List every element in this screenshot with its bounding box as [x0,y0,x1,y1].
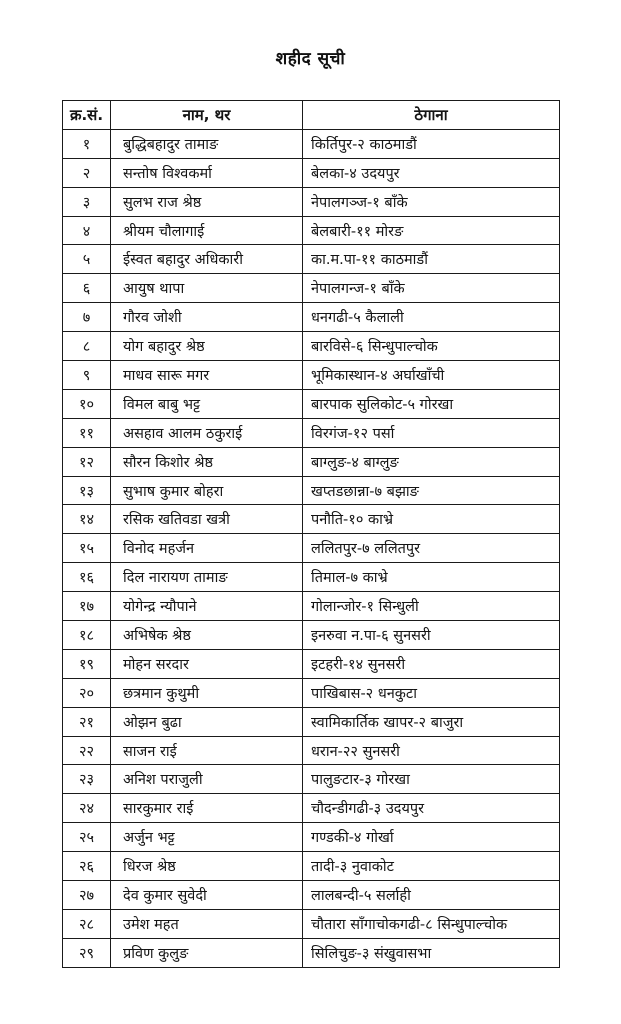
address-cell: बेलका-४ उदयपुर [303,158,560,187]
serial-number-cell: १२ [63,447,111,476]
name-cell: दिल नारायण तामाङ [111,563,303,592]
name-cell: माधव सारू मगर [111,361,303,390]
table-row [63,938,560,967]
serial-number-cell: २१ [63,707,111,736]
serial-number-cell: २३ [63,765,111,794]
address-cell: नेपालगञ्ज-१ बाँके [303,187,560,216]
header-row [63,101,560,130]
name-cell: योगेन्द्र न्यौपाने [111,592,303,621]
name-cell: बुद्धिबहादुर तामाङ [111,129,303,158]
header-name-surname: नाम, थर [111,101,303,130]
address-cell: गोलान्जोर-१ सिन्धुली [303,592,560,621]
serial-number-cell: १६ [63,563,111,592]
name-cell: छत्रमान कुथुमी [111,678,303,707]
table-row [63,129,560,158]
address-cell: पालुङटार-३ गोरखा [303,765,560,794]
table-row [63,245,560,274]
table-row [63,534,560,563]
table-row [63,765,560,794]
address-cell: धरान-२२ सुनसरी [303,736,560,765]
serial-number-cell: २ [63,158,111,187]
table-row [63,418,560,447]
serial-number-cell: १८ [63,621,111,650]
address-cell: भूमिकास्थान-४ अर्घाखाँची [303,361,560,390]
address-cell: धनगढी-५ कैलाली [303,303,560,332]
name-cell: ओझन बुढा [111,707,303,736]
name-cell: प्रविण कुलुङ [111,938,303,967]
serial-number-cell: ५ [63,245,111,274]
table-row [63,852,560,881]
serial-number-cell: ९ [63,361,111,390]
name-cell: सारकुमार राई [111,794,303,823]
name-cell: विनोद महर्जन [111,534,303,563]
table-row [63,158,560,187]
serial-number-cell: १ [63,129,111,158]
table-row [63,563,560,592]
table-row [63,736,560,765]
name-cell: ईस्वत बहादुर अधिकारी [111,245,303,274]
name-cell: गौरव जोशी [111,303,303,332]
serial-number-cell: २६ [63,852,111,881]
table-body [63,129,560,967]
table-row [63,505,560,534]
address-cell: खप्तडछान्ना-७ बझाङ [303,476,560,505]
address-cell: चौतारा साँगाचोकगढी-८ सिन्धुपाल्चोक [303,909,560,938]
table-row [63,909,560,938]
address-cell: स्वामिकार्तिक खापर-२ बाजुरा [303,707,560,736]
table-row [63,823,560,852]
address-cell: लालबन्दी-५ सर्लाही [303,881,560,910]
address-cell: बारविसे-६ सिन्धुपाल्चोक [303,332,560,361]
address-cell: इटहरी-१४ सुनसरी [303,649,560,678]
address-cell: सिलिचुङ-३ संखुवासभा [303,938,560,967]
address-cell: चौदन्डीगढी-३ उदयपुर [303,794,560,823]
serial-number-cell: २२ [63,736,111,765]
martyr-list-table [62,100,560,968]
serial-number-cell: १० [63,389,111,418]
address-cell: किर्तिपुर-२ काठमाडौं [303,129,560,158]
serial-number-cell: १३ [63,476,111,505]
table-row [63,274,560,303]
name-cell: अभिषेक श्रेष्ठ [111,621,303,650]
table-row [63,447,560,476]
name-cell: साजन राई [111,736,303,765]
table-row [63,678,560,707]
address-cell: पनौति-१० काभ्रे [303,505,560,534]
name-cell: सुलभ राज श्रेष्ठ [111,187,303,216]
serial-number-cell: २७ [63,881,111,910]
address-cell: तादी-३ नुवाकोट [303,852,560,881]
address-cell: तिमाल-७ काभ्रे [303,563,560,592]
address-cell: विरगंज-१२ पर्सा [303,418,560,447]
name-cell: धिरज श्रेष्ठ [111,852,303,881]
serial-number-cell: ६ [63,274,111,303]
header-serial-number: क्र.सं. [63,101,111,130]
address-cell: नेपालगन्ज-१ बाँके [303,274,560,303]
serial-number-cell: २५ [63,823,111,852]
table-row [63,592,560,621]
serial-number-cell: १५ [63,534,111,563]
name-cell: योग बहादुर श्रेष्ठ [111,332,303,361]
table-row [63,361,560,390]
serial-number-cell: १४ [63,505,111,534]
header-address: ठेगाना [303,101,560,130]
table-header [63,101,560,130]
address-cell: बेलबारी-११ मोरङ [303,216,560,245]
serial-number-cell: ११ [63,418,111,447]
table-row [63,621,560,650]
serial-number-cell: ७ [63,303,111,332]
address-cell: बाग्लुङ-४ बाग्लुङ [303,447,560,476]
table-row [63,476,560,505]
name-cell: अनिश पराजुली [111,765,303,794]
address-cell: बारपाक सुलिकोट-५ गोरखा [303,389,560,418]
serial-number-cell: २४ [63,794,111,823]
serial-number-cell: ८ [63,332,111,361]
name-cell: उमेश महत [111,909,303,938]
table-row [63,389,560,418]
table-row [63,303,560,332]
name-cell: सन्तोष विश्वकर्मा [111,158,303,187]
name-cell: मोहन सरदार [111,649,303,678]
address-cell: इनरुवा न.पा-६ सुनसरी [303,621,560,650]
table-row [63,216,560,245]
name-cell: सुभाष कुमार बोहरा [111,476,303,505]
serial-number-cell: २९ [63,938,111,967]
name-cell: श्रीयम चौलागाई [111,216,303,245]
address-cell: का.म.पा-११ काठमाडौं [303,245,560,274]
serial-number-cell: १७ [63,592,111,621]
table-row [63,707,560,736]
address-cell: ललितपुर-७ ललितपुर [303,534,560,563]
name-cell: अर्जुन भट्ट [111,823,303,852]
name-cell: विमल बाबु भट्ट [111,389,303,418]
table-row [63,649,560,678]
name-cell: आयुष थापा [111,274,303,303]
serial-number-cell: ४ [63,216,111,245]
address-cell: गण्डकी-४ गोर्खा [303,823,560,852]
name-cell: सौरन किशोर श्रेष्ठ [111,447,303,476]
serial-number-cell: २० [63,678,111,707]
serial-number-cell: ३ [63,187,111,216]
page-title: शहीद सूची [275,49,346,69]
name-cell: रसिक खतिवडा खत्री [111,505,303,534]
name-cell: देव कुमार सुवेदी [111,881,303,910]
name-cell: असहाव आलम ठकुराई [111,418,303,447]
serial-number-cell: २८ [63,909,111,938]
table-row [63,332,560,361]
table-row [63,794,560,823]
address-cell: पाखिबास-२ धनकुटा [303,678,560,707]
table-row [63,187,560,216]
table-row [63,881,560,910]
serial-number-cell: १९ [63,649,111,678]
